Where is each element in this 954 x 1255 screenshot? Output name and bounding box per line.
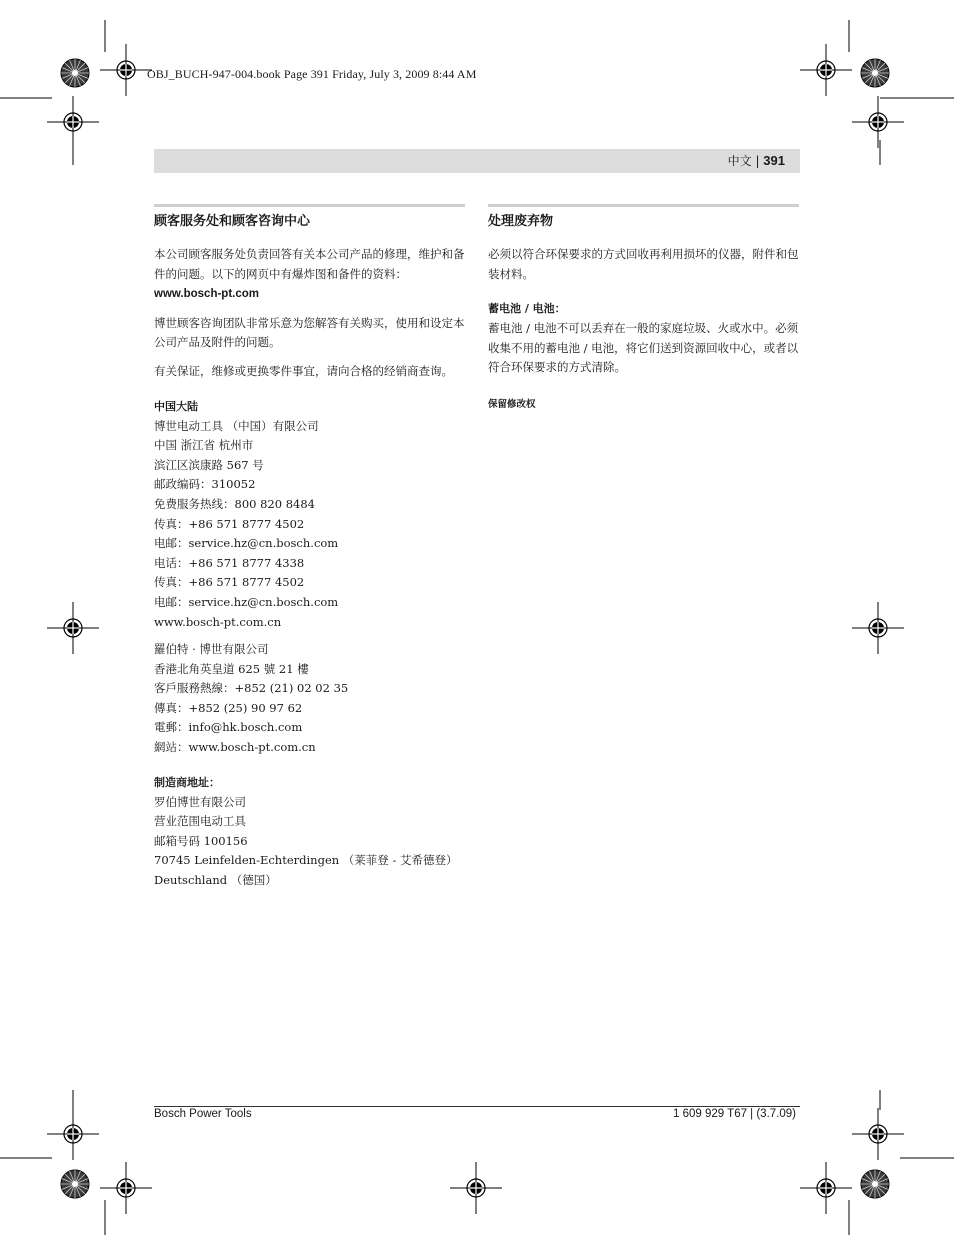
address-line: 羅伯特 · 博世有限公司: [154, 642, 269, 657]
email-line: 电邮：service.hz@cn.bosch.com: [154, 594, 339, 609]
service-paragraph-3: 有关保证，维修或更换零件事宜，请向合格的经销商查询。: [154, 363, 453, 378]
manufacturer-address: [154, 793, 465, 891]
rights-reserved-note: 保留修改权: [488, 398, 536, 410]
address-line: 博世电动工具 （中国）有限公司: [154, 418, 319, 433]
service-intro: 本公司顾客服务处负责回答有关本公司产品的修理，维护和备件的问题。以下的网页中有爆炸图和备件的资料： www.bosch-pt.com: [154, 247, 465, 301]
right-column: [488, 204, 799, 415]
fax-line: 傳真：+852 (25) 90 97 62: [154, 700, 303, 715]
footer-rule: [154, 1106, 800, 1107]
fax-line: 传真：+86 571 8777 4502: [154, 575, 305, 590]
website-line: 網站：www.bosch-pt.com.cn: [154, 740, 316, 755]
manufacturer-heading: 制造商地址：: [154, 775, 220, 789]
disposal-paragraph: 必须以符合环保要求的方式回收再利用损坏的仪器，附件和包装材料。: [488, 247, 799, 281]
battery-paragraph: 蓄电池 / 电池不可以丢弃在一般的家庭垃圾、火或水中。必须收集不用的蓄电池 / 电池，将它们送到资源回收中心，或者以符合环保要求的方式清除。: [488, 321, 799, 375]
hotline-line: 免费服务热线：800 820 8484: [154, 496, 315, 511]
hotline-line: 客戶服務熱線：+852 (21) 02 02 35: [154, 681, 349, 696]
section-rule: [154, 204, 465, 207]
page-band: [154, 149, 800, 173]
email-line: 電郵：info@hk.bosch.com: [154, 720, 303, 735]
battery-heading: 蓄电池 / 电池：: [488, 302, 566, 316]
file-header: OBJ_BUCH-947-004.book Page 391 Friday, July 3, 2009 8:44 AM: [147, 67, 477, 81]
hongkong-address: [154, 640, 465, 758]
address-line: 70745 Leinfelden-Echterdingen （莱菲登 - 艾希德登）: [154, 853, 458, 868]
address-line: 邮箱号码 100156: [154, 833, 248, 848]
address-line: 中国 浙江省 杭州市: [154, 438, 254, 453]
fax-line: 传真：+86 571 8777 4502: [154, 516, 305, 531]
address-line: 营业范围电动工具: [154, 814, 246, 829]
language-label: 中文: [727, 154, 752, 168]
address-line: 滨江区滨康路 567 号: [154, 457, 264, 472]
service-paragraph-2: 博世顾客咨询团队非常乐意为您解答有关购买，使用和设定本公司产品及附件的问题。: [154, 315, 465, 350]
footer-document-code: 1 609 929 T67 | (3.7.09): [673, 1108, 796, 1120]
mainland-heading: 中国大陆: [154, 399, 198, 413]
section-title-disposal: 处理废弃物: [488, 214, 554, 229]
email-line: 电邮：service.hz@cn.bosch.com: [154, 536, 339, 551]
address-line: 邮政编码：310052: [154, 477, 256, 492]
bosch-url-link[interactable]: www.bosch-pt.com: [154, 288, 259, 301]
left-column: [154, 204, 465, 891]
website-line: www.bosch-pt.com.cn: [154, 614, 282, 629]
page-number: 391: [763, 153, 785, 168]
address-line: 香港北角英皇道 625 號 21 樓: [154, 661, 309, 676]
phone-line: 电话：+86 571 8777 4338: [154, 555, 305, 570]
mainland-address: [154, 417, 465, 633]
address-line: Deutschland （德国）: [154, 873, 277, 888]
page-label: 中文 | 391: [727, 153, 785, 168]
address-line: 罗伯博世有限公司: [154, 794, 246, 809]
section-title-service: 顾客服务处和顾客咨询中心: [154, 214, 311, 229]
footer-brand: Bosch Power Tools: [154, 1108, 252, 1120]
section-rule: [488, 204, 799, 207]
